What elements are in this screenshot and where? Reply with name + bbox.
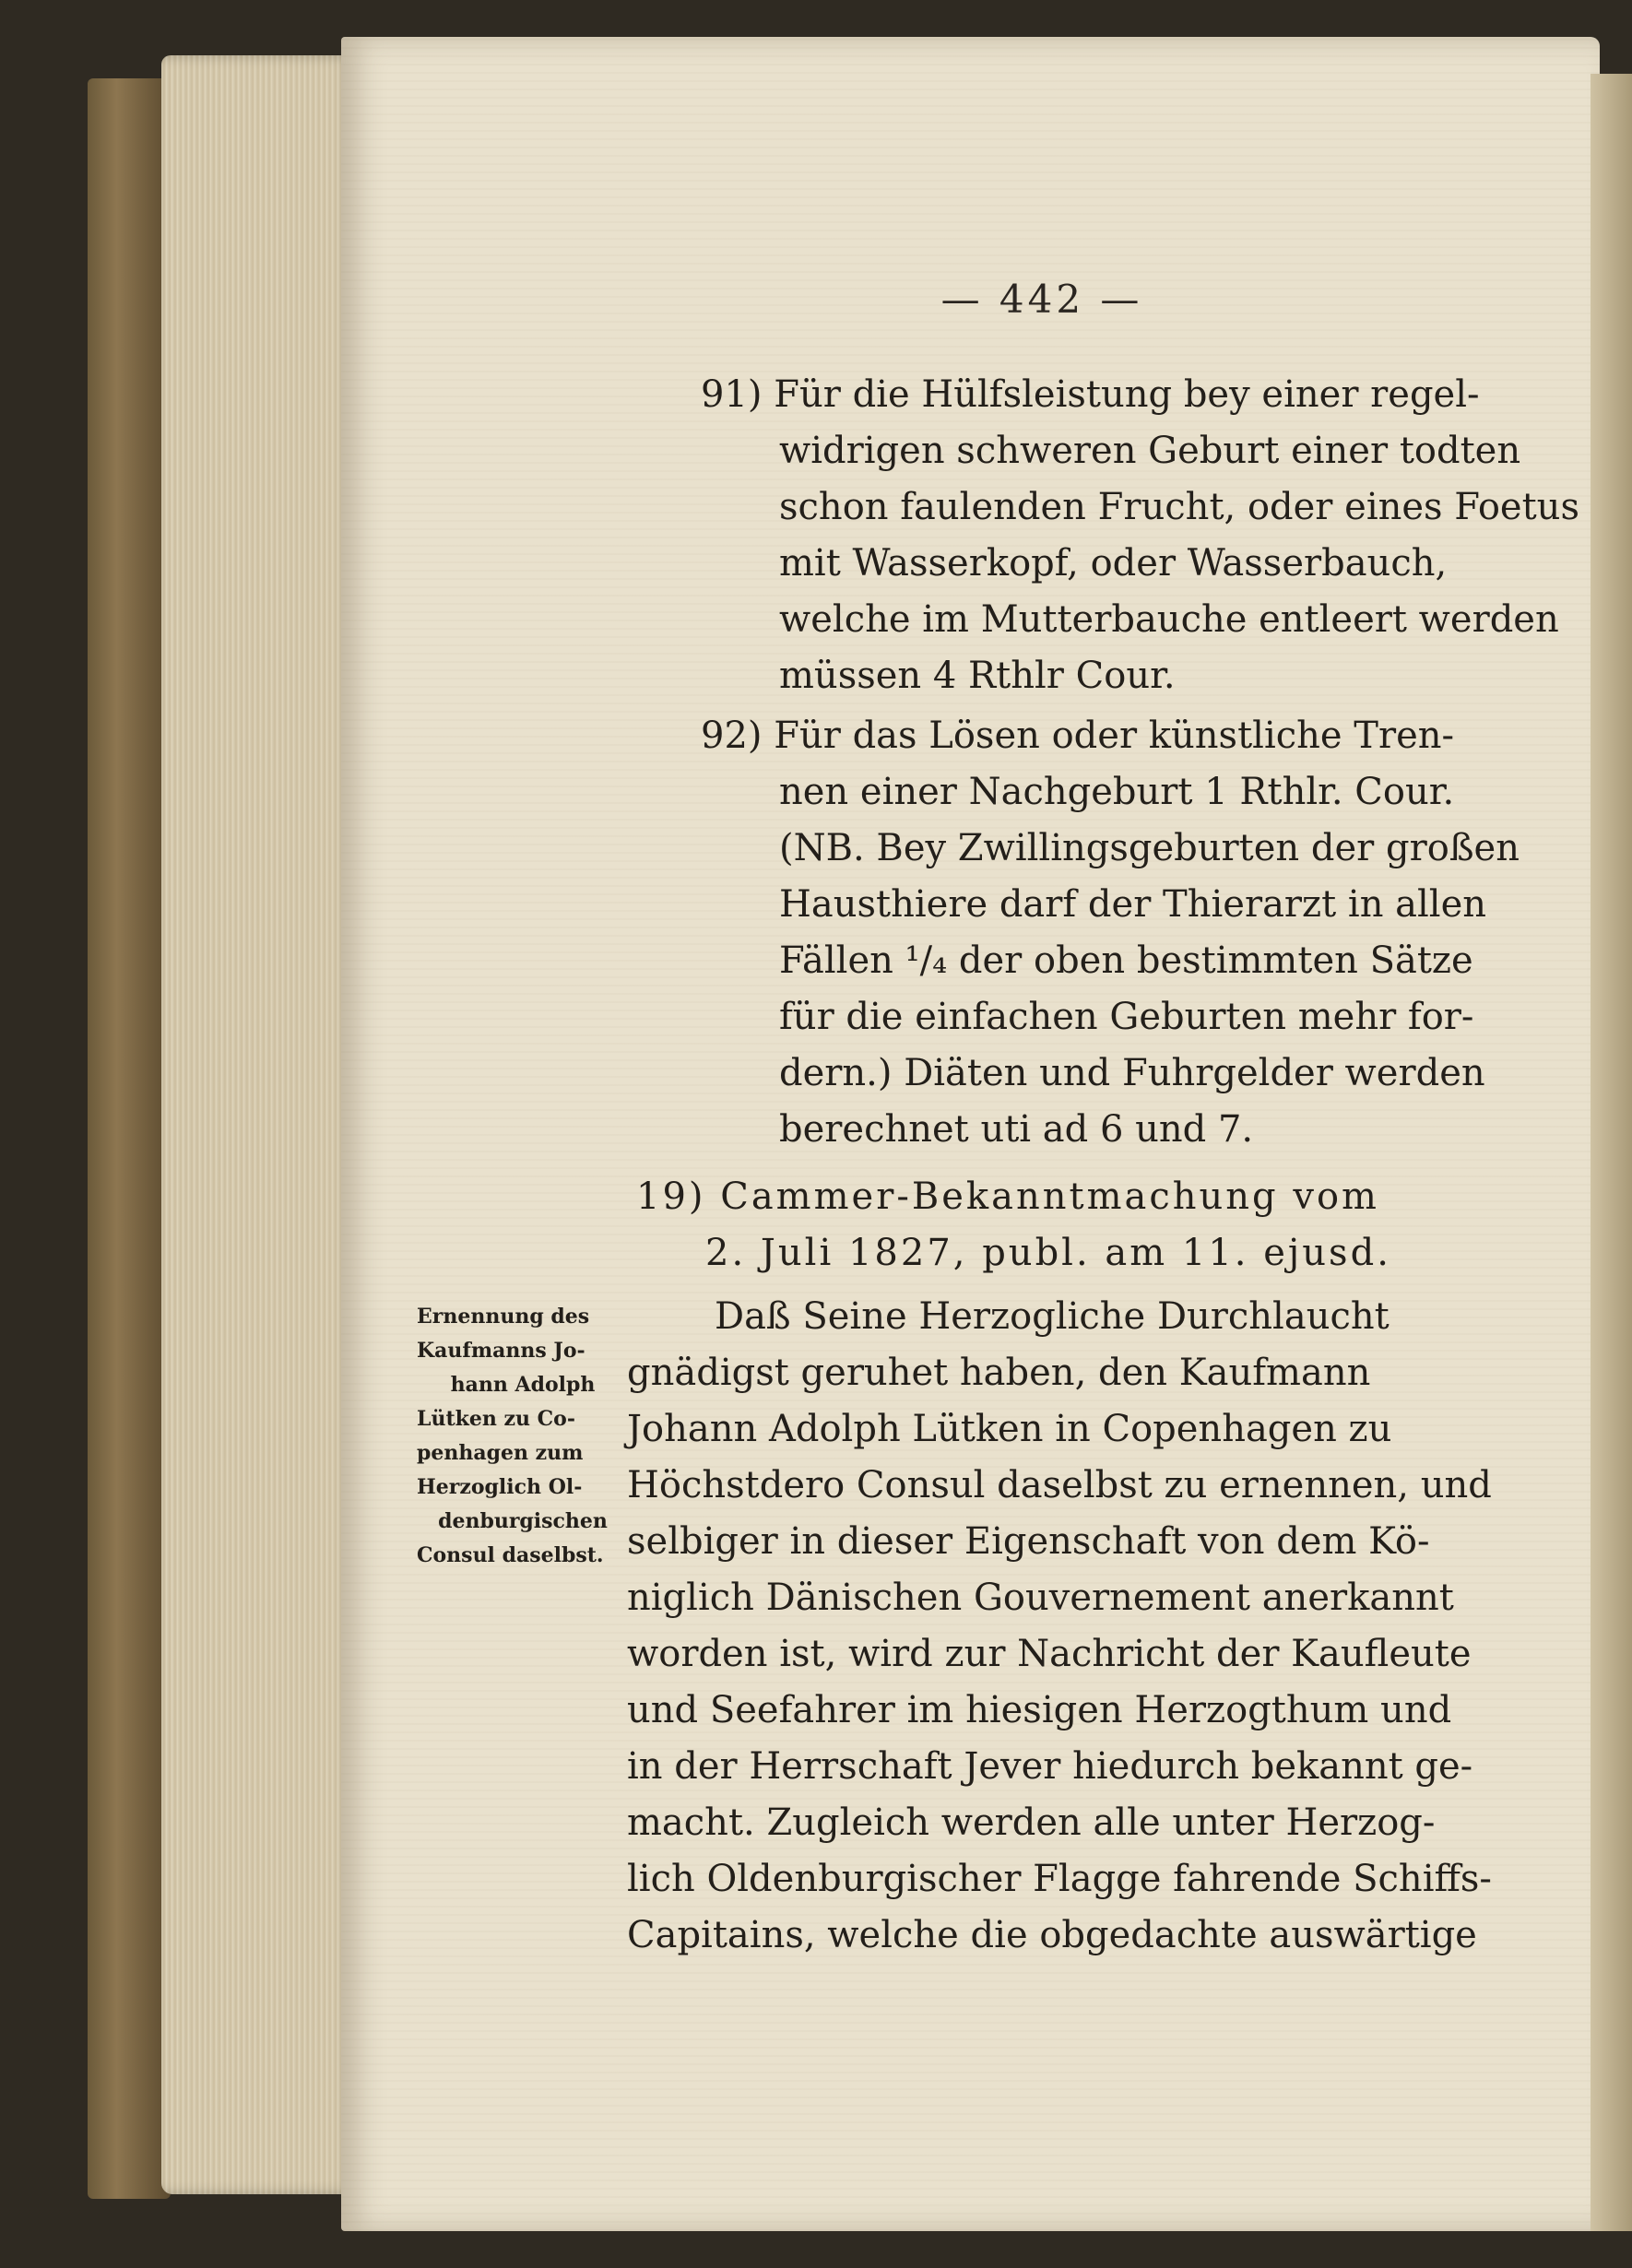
item-92-line: Hausthiere darf der Thierarzt in allen bbox=[779, 883, 1487, 926]
item-92-line: (NB. Bey Zwillingsgeburten der großen bbox=[779, 827, 1520, 869]
item-92-line: dern.) Diäten und Fuhrgelder werden bbox=[779, 1052, 1485, 1094]
item-91-line: müssen 4 Rthlr Cour. bbox=[779, 655, 1176, 697]
item-92-line: 92) Für das Lösen oder künstliche Tren- bbox=[701, 715, 1455, 757]
item-92-line: nen einer Nachgeburt 1 Rthlr. Cour. bbox=[779, 771, 1455, 813]
facing-page-edge bbox=[1591, 74, 1632, 2231]
section-19-body bbox=[627, 1289, 1492, 1964]
section-19-heading-line: 19) Cammer-Bekanntmachung vom bbox=[636, 1175, 1379, 1218]
item-92 bbox=[701, 708, 1520, 1158]
section-19-body-line: Daß Seine Herzogliche Durchlaucht bbox=[715, 1295, 1390, 1338]
section-19-body-line: Capitains, welche die obgedachte auswärtige bbox=[627, 1914, 1477, 1956]
item-92-line: Fällen ¹/₄ der oben bestimmten Sätze bbox=[779, 939, 1473, 982]
margin-note-line: Lütken zu Co- bbox=[417, 1407, 575, 1431]
section-19-body-line: gnädigst geruhet haben, den Kaufmann bbox=[627, 1352, 1371, 1394]
margin-note-line: Kaufmanns Jo- bbox=[417, 1339, 585, 1363]
section-19-heading-line: 2. Juli 1827, publ. am 11. ejusd. bbox=[705, 1232, 1391, 1274]
section-19-body-line: selbiger in dieser Eigenschaft von dem Kö- bbox=[627, 1520, 1430, 1563]
section-19-body-line: in der Herrschaft Jever hiedurch bekannt ge- bbox=[627, 1745, 1473, 1788]
margin-note-line: penhagen zum bbox=[417, 1441, 584, 1465]
page-stack-edge bbox=[161, 55, 355, 2194]
item-91-line: widrigen schweren Geburt einer todten bbox=[779, 430, 1521, 472]
item-91-line: mit Wasserkopf, oder Wasserbauch, bbox=[779, 542, 1448, 585]
margin-note-line: Ernennung des bbox=[417, 1305, 590, 1329]
item-91-line: welche im Mutterbauche entleert werden bbox=[779, 598, 1559, 641]
margin-note-line: denburgischen bbox=[438, 1509, 608, 1533]
item-91-line: schon faulenden Frucht, oder eines Foetus bbox=[779, 486, 1579, 528]
item-92-line: berechnet uti ad 6 und 7. bbox=[779, 1108, 1254, 1151]
section-19-body-line: lich Oldenburgischer Flagge fahrende Schiffs- bbox=[627, 1858, 1492, 1900]
book-cover-left bbox=[88, 78, 171, 2199]
section-19-body-line: Höchstdero Consul daselbst zu ernennen, und bbox=[627, 1464, 1492, 1506]
section-19-body-line: macht. Zugleich werden alle unter Herzog- bbox=[627, 1801, 1436, 1844]
section-19-body-line: Johann Adolph Lütken in Copenhagen zu bbox=[627, 1408, 1392, 1450]
item-91-line: 91) Für die Hülfsleistung bey einer regel- bbox=[701, 373, 1480, 416]
section-19-heading bbox=[636, 1169, 1457, 1282]
margin-note-line: Herzoglich Ol- bbox=[417, 1475, 583, 1499]
margin-note bbox=[417, 1300, 629, 1573]
margin-note-line: Consul daselbst. bbox=[417, 1543, 604, 1567]
margin-note-line: hann Adolph bbox=[450, 1373, 596, 1397]
section-19-body-line: und Seefahrer im hiesigen Herzogthum und bbox=[627, 1689, 1452, 1731]
item-91 bbox=[701, 367, 1579, 704]
page-number: — 442 — bbox=[940, 277, 1143, 322]
item-92-line: für die einfachen Geburten mehr for- bbox=[779, 996, 1474, 1038]
section-19-body-line: worden ist, wird zur Nachricht der Kaufleute bbox=[627, 1633, 1472, 1675]
section-19-body-line: niglich Dänischen Gouvernement anerkannt bbox=[627, 1577, 1454, 1619]
